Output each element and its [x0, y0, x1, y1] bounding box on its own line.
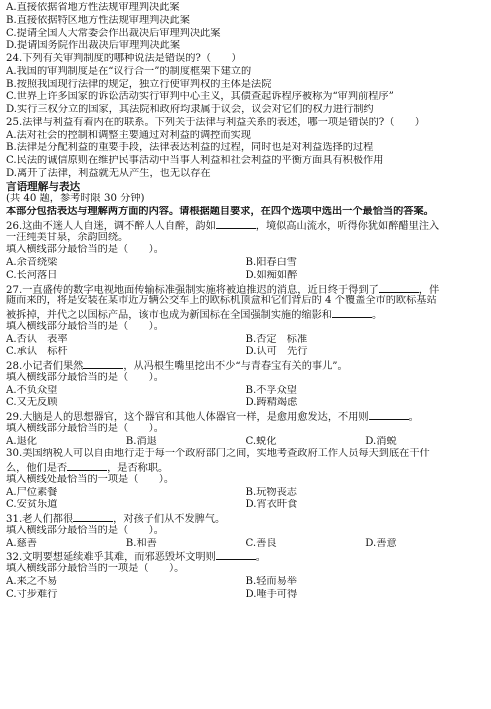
q30-options-row2 [6, 499, 485, 512]
answer-blank [67, 461, 107, 471]
q29-option-b: B.消退 [125, 435, 157, 447]
q29-stem: 29.大脑是人的思想器官，这个器官和其他人体器官一样，是愈用愈发达，不用则 。 [6, 412, 419, 423]
q26-option-c: C.长河落日 [6, 269, 58, 281]
q27-option-a: A.否认 表率 [6, 333, 68, 345]
q26-option-a: A.余音绕梁 [6, 257, 58, 268]
section-title: 言语理解与表达 [6, 180, 81, 193]
answer-blank [369, 410, 409, 420]
q25-option-c: C.民法的诚信原则在维护民事活动中当事人利益和社会利益的平衡方面具有积极作用 [6, 155, 384, 166]
section-meta: (共 40 题，参考时限 30 分钟) [6, 193, 145, 205]
q26-options-row2 [6, 270, 485, 283]
q23-option-d: D.提请国务院作出裁决后审理判决此案 [6, 40, 181, 52]
q26-stem: 26.这曲不迷人人自迷，调不醉人人自醉，韵如 ，境似高山流水，听得你犹如醉醋里注入 [6, 220, 440, 232]
q30-stem-line2: 么，他们是否 ，是否称职。 [6, 463, 169, 474]
q28-prompt: 填入横线部分最恰当的是（ ）。 [6, 371, 164, 383]
answer-blank [216, 219, 256, 229]
q28-option-b: B.不孚众望 [245, 384, 297, 396]
q30-stem: 30.美国纳税人可以自由地行走于每一个政府部门之间，实地考查政府工作人员每天到底在干什 [6, 448, 430, 460]
q31-options-row [6, 538, 485, 551]
q29-prompt: 填入横线部分最恰当的是（ ）。 [6, 422, 164, 434]
q31-stem: 31.老人们都很 ，对孩子们从不发脾气。 [6, 514, 226, 525]
answer-blank [73, 512, 113, 522]
q24-option-c: C.世界上许多国家的诉讼活动实行审判中心主义，其债查起诉程序被称为“审判前程序” [6, 91, 394, 103]
q24-option-b: B.按照我国现行法律的规定，独立行使审判权的主体是法院 [6, 78, 272, 90]
q30-option-d: D.宵衣旰食 [245, 499, 298, 511]
q31-option-c: C.善良 [245, 537, 277, 549]
q32-options-row1 [6, 576, 485, 589]
q26-option-b: B.阳春白雪 [245, 257, 297, 268]
q32-options-row2 [6, 589, 485, 602]
q27-option-c: C.承认 标杆 [6, 346, 68, 358]
q28-options-row1 [6, 385, 485, 398]
q31-prompt: 填入横线部分最恰当的是（ ）。 [6, 524, 164, 536]
q27-option-b: B.否定 标准 [245, 333, 308, 345]
section-instruction: 本部分包括表达与理解两方面的内容。请根据题目要求，在四个选项中选出一个最恰当的答案。 [6, 206, 434, 217]
q24-stem: 24.下列有关审判制度的哪种说法是错误的?（ ） [6, 53, 242, 64]
q23-option-a: A.直接依据省地方性法规审理判决此案 [6, 2, 180, 13]
q27-stem-line3: 被拆掉，并代之以国标产品，该市也成为新国标在全国强制实施的缩影和 。 [6, 310, 383, 321]
q26-options-row1 [6, 257, 485, 270]
answer-blank [332, 308, 372, 318]
answer-blank [83, 359, 123, 369]
q30-prompt: 填入横线处最恰当的一项是（ ）。 [6, 473, 175, 485]
q28-option-d: D.踌精竭虑 [245, 397, 298, 409]
q31-option-d: D.善意 [365, 537, 397, 549]
answer-blank [216, 550, 256, 560]
q32-option-a: A.来之不易 [6, 575, 58, 587]
q27-stem: 27.一直盛传的数字电视地面传输标准强制实施将被迫推迟的消息，近日终于得到了 ，伴 [6, 284, 440, 296]
q32-stem: 32.文明要想延续难乎其难，而邪恶毁坏文明则 。 [6, 552, 266, 563]
q30-option-a: A.尸位素餐 [6, 486, 58, 498]
q32-option-b: B.轻而易举 [245, 575, 297, 587]
q31-option-a: A.慈善 [6, 537, 37, 549]
answer-blank [379, 283, 419, 293]
q27-options-row1 [6, 334, 485, 347]
q32-option-c: C.寸步难行 [6, 588, 58, 600]
q26-option-d: D.如痴如醉 [245, 269, 298, 281]
q23-option-c: C.提请全国人大常委会作出裁决后审理判决此案 [6, 27, 221, 39]
q28-stem: 28.小记者们果然 ，从冯根生嘴里挖出不少“与青春宝有关的事儿”。 [6, 361, 348, 372]
q32-prompt: 填入横线部分最恰当的一项是（ ）。 [6, 563, 185, 574]
q28-option-c: C.又无反顾 [6, 397, 58, 409]
q28-option-a: A.不负众望 [6, 384, 58, 396]
q23-option-b: B.直接依据特区地方性法规审理判决此案 [6, 14, 190, 26]
q26-stem-line2: 一汪纯美甘泉，余韵回绕。 [6, 231, 129, 243]
q30-option-c: C.安贫乐道 [6, 499, 58, 511]
q24-option-a: A.我国的审判制度是在“议行合一”的制度框架下建立的 [6, 65, 252, 77]
q27-stem-line2: 随而来的，将是安装在某市近万辆公交车上的欧标机顶盒和它们背后的 4 个覆盖全市的欧标基站 [6, 295, 437, 307]
q25-option-b: B.法律是分配利益的重要手段，法律表达利益的过程，同时也是对利益选择的过程 [6, 142, 374, 154]
q27-option-d: D.认可 先行 [245, 346, 308, 358]
q25-stem: 25.法律与利益有着内在的联系。下列关于法律与利益关系的表述，哪一项是错误的?（ ） [6, 116, 425, 128]
q25-option-a: A.法对社会的控制和调整主要通过对利益的调控而实现 [6, 129, 251, 141]
q30-options-row1 [6, 487, 485, 500]
q29-option-d: D.消蜕 [365, 435, 397, 447]
q29-options-row [6, 436, 485, 449]
q24-option-d: D.实行三权分立的国家，其法院和政府均隶属于议会，议会对它们的权力进行制约 [6, 104, 374, 115]
q28-options-row2 [6, 397, 485, 410]
q25-option-d: D.离开了法律，利益就无从产生，也无以存在 [6, 167, 211, 179]
q31-option-b: B.和善 [125, 537, 157, 549]
q29-option-c: C.蜕化 [245, 435, 277, 447]
q29-option-a: A.退化 [6, 435, 37, 447]
q27-options-row2 [6, 346, 485, 359]
q30-option-b: B.玩物丧志 [245, 486, 297, 498]
q27-prompt: 填入横线部分最恰当的是（ ）。 [6, 320, 164, 332]
q26-prompt: 填入横线部分最恰当的是（ ）。 [6, 244, 164, 256]
q32-option-d: D.唾手可得 [245, 588, 298, 600]
